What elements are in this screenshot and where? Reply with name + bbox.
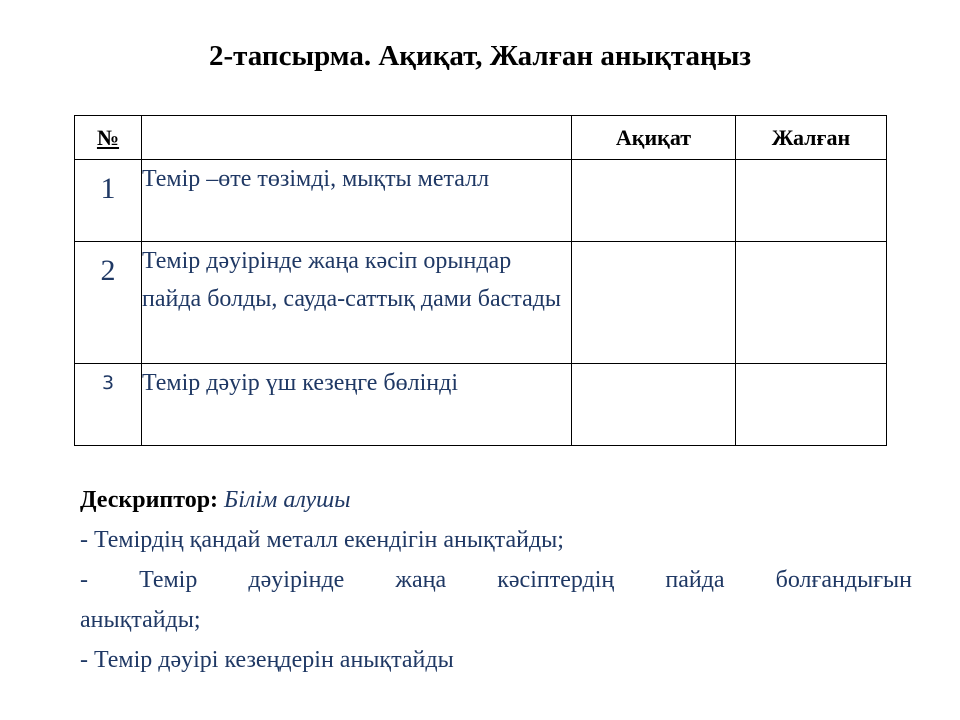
table-row bbox=[75, 364, 887, 446]
answer-true-cell[interactable] bbox=[572, 160, 736, 242]
answer-false-cell[interactable] bbox=[736, 160, 887, 242]
answer-true-cell[interactable] bbox=[572, 364, 736, 446]
answer-false-cell[interactable] bbox=[736, 364, 887, 446]
answer-true-cell[interactable] bbox=[572, 242, 736, 364]
row-number: 1 bbox=[75, 160, 142, 242]
descriptor-label: Дескриптор: bbox=[80, 487, 219, 513]
row-statement: Темір дәуірінде жаңа кәсіп орындар пайда болды, сауда-саттық дами бастады bbox=[142, 242, 572, 364]
descriptor-subject: Білім алушы bbox=[224, 487, 351, 513]
table-row bbox=[75, 160, 887, 242]
descriptor-item: - Темірдің қандай металл екендігін анықтайды; bbox=[80, 527, 564, 553]
descriptor-heading bbox=[80, 480, 912, 520]
task-title: 2-тапсырма. Ақиқат, Жалған анықтаңыз bbox=[209, 40, 751, 72]
header-false: Жалған bbox=[736, 116, 887, 160]
row-statement: Темір дәуір үш кезеңге бөлінді bbox=[142, 364, 572, 446]
row-statement: Темір –өте төзімді, мықты металл bbox=[142, 160, 572, 242]
true-false-table bbox=[74, 115, 887, 446]
descriptor-item-continued: анықтайды; bbox=[80, 607, 201, 633]
descriptor-item: - Темір дәуірінде жаңа кәсіптердің пайда болғандығын bbox=[80, 567, 912, 593]
descriptor-item: - Темір дәуірі кезеңдерін анықтайды bbox=[80, 647, 454, 673]
answer-false-cell[interactable] bbox=[736, 242, 887, 364]
header-statement bbox=[142, 116, 572, 160]
descriptor-section bbox=[80, 480, 912, 680]
row-number: 3 bbox=[75, 364, 142, 446]
row-number: 2 bbox=[75, 242, 142, 364]
header-number: № bbox=[75, 116, 142, 160]
header-true: Ақиқат bbox=[572, 116, 736, 160]
table-header-row bbox=[75, 116, 887, 160]
table-row bbox=[75, 242, 887, 364]
